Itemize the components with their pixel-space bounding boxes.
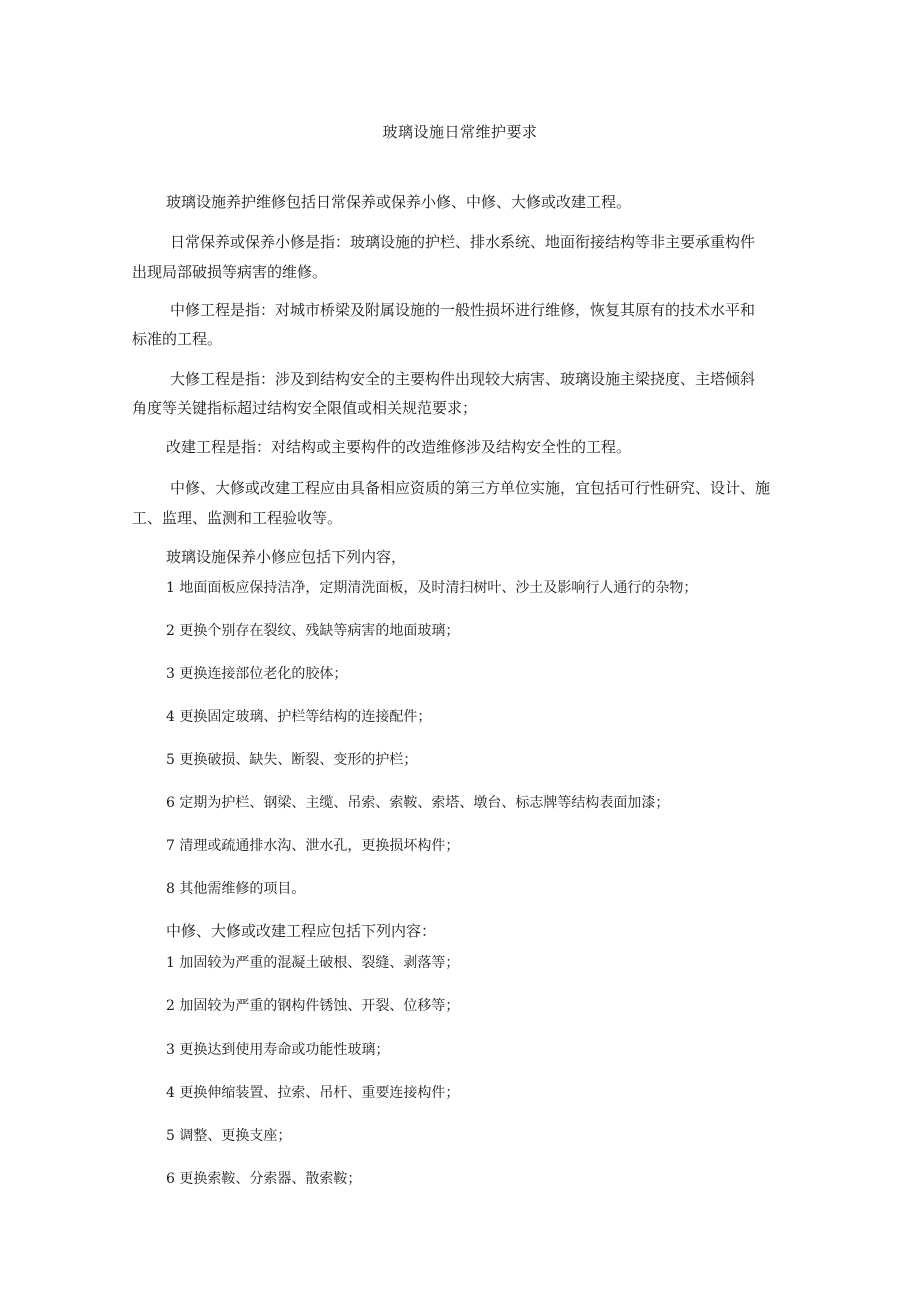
- paragraph-line: 日常保养或保养小修是指：玻璃设施的护栏、排水系统、地面衔接结构等非主要承重构件: [170, 233, 756, 251]
- list-item: 6 更换索鞍、分索器、散索鞍；: [166, 1171, 362, 1187]
- list-item: 2 更换个别存在裂纹、残缺等病害的地面玻璃；: [166, 623, 460, 639]
- paragraph-minor-definition: [170, 232, 755, 252]
- paragraph-overview: [166, 192, 631, 212]
- list-item: 8 其他需维修的项目。: [166, 881, 306, 897]
- list-item: 4 更换固定玻璃、护栏等结构的连接配件；: [166, 709, 432, 725]
- paragraph-line: 中修、大修或改建工程应由具备相应资质的第三方单位实施，宜包括可行性研究、设计、施: [170, 479, 771, 497]
- paragraph-line: 大修工程是指：涉及到结构安全的主要构件出现较大病害、玻璃设施主梁挠度、主塔倾斜: [170, 370, 756, 388]
- paragraph-major-definition-cont: [132, 398, 477, 418]
- list-item: 1 加固较为严重的混凝土破根、裂缝、剥落等；: [166, 955, 460, 971]
- paragraph-line: 玻璃设施养护维修包括日常保养或保养小修、中修、大修或改建工程。: [166, 193, 632, 211]
- paragraph-line: 中修工程是指：对城市桥梁及附属设施的一般性损坏进行维修，恢复其原有的技术水平和: [170, 301, 756, 319]
- paragraph-line: 工、监理、监测和工程验收等。: [132, 509, 343, 527]
- paragraph-medium-definition: [170, 300, 755, 320]
- paragraph-line: 改建工程是指：对结构或主要构件的改造维修涉及结构安全性的工程。: [166, 438, 632, 456]
- list-item: 4 更换伸缩装置、拉索、吊杆、重要连接构件；: [166, 1085, 460, 1101]
- list-item: 7 清理或疏通排水沟、泄水孔，更换损坏构件；: [166, 838, 460, 854]
- paragraph-minor-definition-cont: [132, 262, 327, 282]
- list-item: 1 地面面板应保持洁净，定期清洗面板，及时清扫树叶、沙土及影响行人通行的杂物；: [166, 580, 698, 596]
- list-item: 6 定期为护栏、钢梁、主缆、吊索、索鞍、索塔、墩台、标志牌等结构表面加漆；: [166, 795, 670, 811]
- document-title: 玻璃设施日常维护要求: [382, 123, 538, 141]
- paragraph-line: 角度等关键指标超过结构安全限值或相关规范要求；: [132, 399, 478, 417]
- minor-list-heading: 玻璃设施保养小修应包括下列内容，: [166, 548, 407, 566]
- paragraph-line: 出现局部破损等病害的维修。: [132, 263, 328, 281]
- paragraph-third-party: [170, 478, 770, 498]
- list-item: 2 加固较为严重的钢构件锈蚀、开裂、位移等；: [166, 998, 460, 1014]
- list-item: 5 调整、更换支座；: [166, 1128, 292, 1144]
- major-list-heading: 中修、大修或改建工程应包括下列内容：: [166, 922, 437, 940]
- paragraph-line: 标准的工程。: [132, 330, 223, 348]
- list-item: 3 更换达到使用寿命或功能性玻璃；: [166, 1042, 390, 1058]
- list-item: 5 更换破损、缺失、断裂、变形的护栏；: [166, 752, 418, 768]
- paragraph-third-party-cont: [132, 508, 342, 528]
- paragraph-rebuild-definition: [166, 437, 631, 457]
- paragraph-major-definition: [170, 369, 755, 389]
- list-item: 3 更换连接部位老化的胶体；: [166, 666, 348, 682]
- paragraph-medium-definition-cont: [132, 329, 222, 349]
